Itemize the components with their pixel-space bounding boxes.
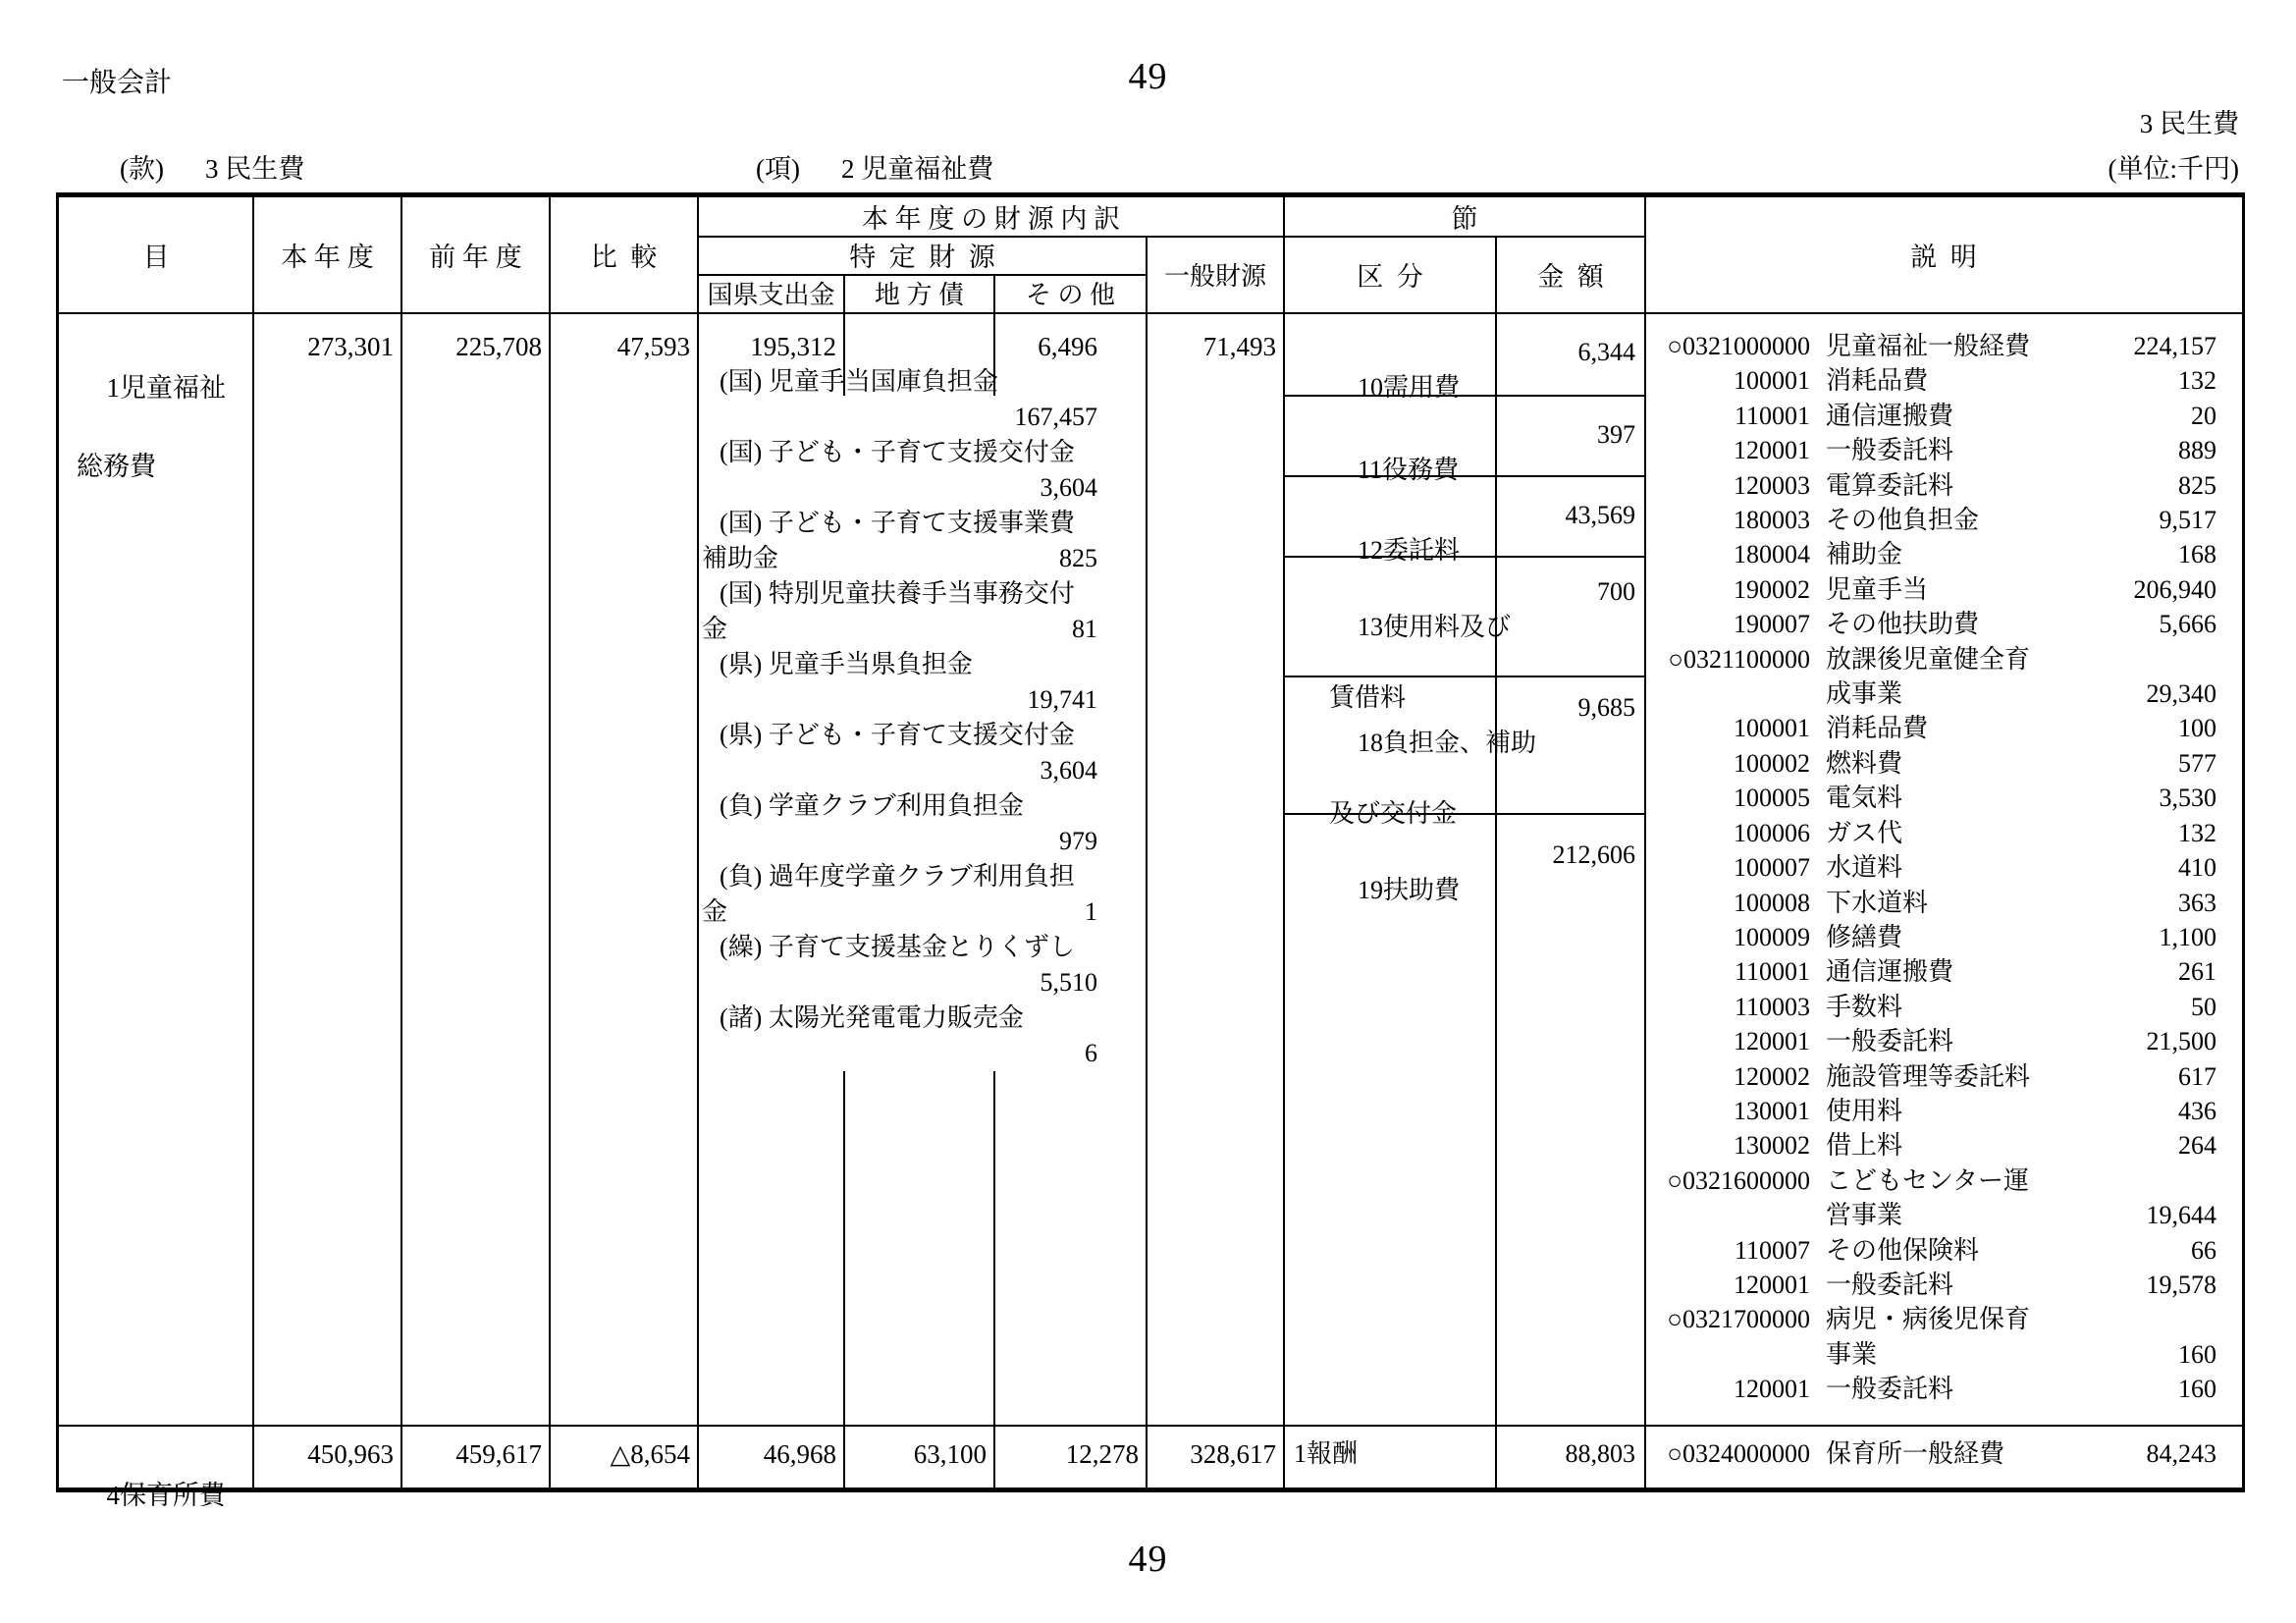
fund-detail-line: [698, 435, 1147, 470]
explanation-line: [1645, 746, 2242, 781]
fund-detail-amount: [1075, 506, 1147, 541]
explanation-name: 電算委託料: [1826, 470, 1954, 500]
explanation-line: [1645, 1233, 2242, 1268]
explanation-name: 一般委託料: [1826, 436, 1954, 465]
explanation-name: その他扶助費: [1826, 610, 1980, 639]
explanation-line: [1645, 468, 2242, 503]
explanation-line: [1645, 572, 2242, 607]
row2-explanation-name: 保育所一般経費: [1826, 1439, 2005, 1468]
explanation-line: [1645, 503, 2242, 537]
setsu-category-line1: 10需用費: [1358, 373, 1461, 402]
grid-line: [400, 197, 402, 1488]
explanation-name: その他保険料: [1826, 1235, 1980, 1265]
explanation-code: 180004: [1734, 540, 1810, 569]
explanation-amount: 261: [2178, 957, 2216, 987]
explanation-code: 100005: [1734, 784, 1810, 813]
fund-detail-amount: [1075, 718, 1147, 753]
explanation-code: 180003: [1734, 506, 1810, 535]
explanation-code: 190002: [1734, 574, 1810, 604]
row2-other: 12,278: [1065, 1439, 1139, 1469]
section-label-right: 3 民生費: [2139, 109, 2239, 138]
explanation-amount: 577: [2178, 748, 2216, 778]
explanation-code: 100006: [1734, 818, 1810, 847]
explanation-line: [1645, 329, 2242, 363]
explanation-name: 修繕費: [1826, 922, 1903, 951]
row2-item-line1: 4保育所費: [106, 1481, 226, 1510]
explanation-amount: 160: [2178, 1375, 2216, 1404]
explanation-code: ○0321100000: [1668, 644, 1810, 674]
grid-line: [549, 197, 551, 1488]
ko-line: [756, 147, 993, 186]
explanation-line: [1645, 990, 2242, 1024]
fund-detail-line: [698, 1001, 1147, 1036]
explanation-name: 電気料: [1826, 784, 1903, 813]
row2-national-prefectural: 46,968: [763, 1439, 836, 1469]
row1-item-cell: [67, 329, 245, 565]
explanation-name: 手数料: [1826, 992, 1903, 1021]
setsu-category-line2: 賃借料: [1329, 683, 1407, 712]
explanation-amount: 160: [2178, 1339, 2216, 1369]
fund-detail-line: [698, 965, 1147, 1001]
grid-line: [252, 197, 254, 1488]
explanation-line: [1645, 1128, 2242, 1163]
fund-detail-line: [698, 576, 1147, 612]
fund-detail-amount: 5,510: [1040, 968, 1097, 997]
fund-detail-line: [698, 930, 1147, 965]
col-header-funding-breakdown: 本 年 度 の 財 源 内 訳: [861, 204, 1121, 234]
row1-previous-year: 225,708: [455, 332, 542, 361]
fund-detail-amount: 19,741: [1027, 685, 1097, 714]
fund-detail-amount: 167,457: [1014, 403, 1097, 431]
explanation-code: ○0321000000: [1667, 332, 1810, 360]
explanation-amount: [2030, 1302, 2242, 1336]
explanation-code: 120001: [1734, 1027, 1810, 1056]
explanation-amount: 1,100: [2159, 922, 2216, 951]
explanation-amount: 168: [2178, 540, 2216, 569]
explanation-name: 通信運搬費: [1826, 957, 1954, 987]
explanation-code: [1645, 1337, 1810, 1372]
setsu-row: [1284, 477, 1645, 565]
fund-detail-amount: 81: [1072, 615, 1097, 643]
setsu-category-line1: 12委託料: [1358, 536, 1461, 565]
explanation-name: 通信運搬費: [1826, 401, 1954, 430]
fund-detail-line: [698, 859, 1147, 894]
row2-setsu-amount: 88,803: [1565, 1439, 1635, 1468]
explanation-name: 消耗品費: [1826, 714, 1929, 743]
explanation-code: ○0321600000: [1667, 1165, 1810, 1195]
fund-detail-text: 金: [702, 897, 728, 926]
setsu-category-line2: 及び交付金: [1329, 799, 1458, 828]
explanation-name: 一般委託料: [1826, 1375, 1954, 1404]
explanation-amount: 436: [2178, 1096, 2216, 1125]
unit-note: (単位:千円): [2108, 154, 2239, 184]
explanation-amount: 132: [2178, 818, 2216, 847]
explanation-amount: 21,500: [2146, 1027, 2216, 1056]
explanation-code: 130002: [1734, 1131, 1810, 1161]
setsu-row: [1284, 312, 1645, 402]
setsu-row: [1284, 815, 1645, 1425]
ko-value: 2 児童福祉費: [840, 154, 994, 184]
fund-detail-line: [698, 894, 1147, 930]
col-header-explanation: 説 明: [1910, 243, 1977, 272]
explanation-amount: 100: [2178, 714, 2216, 743]
setsu-row: [1284, 397, 1645, 484]
explanation-line: [1645, 1198, 2242, 1232]
account-type-label: 一般会計: [62, 68, 173, 98]
explanation-line: [1645, 433, 2242, 467]
explanation-amount: 50: [2191, 992, 2216, 1021]
row2-previous-year: 459,617: [455, 1439, 542, 1469]
col-header-previous-year: 前 年 度: [429, 243, 522, 272]
explanation-name: 借上料: [1826, 1131, 1903, 1161]
col-header-comparison: 比 較: [590, 243, 658, 272]
explanation-name: こどもセンター運: [1826, 1165, 2029, 1195]
explanation-line: [1645, 537, 2242, 571]
setsu-category-line1: 18負担金、補助: [1358, 729, 1537, 757]
explanation-name: 補助金: [1826, 540, 1903, 569]
explanation-line: [1645, 607, 2242, 641]
explanation-list: [1645, 329, 2242, 1407]
fund-detail-amount: 3,604: [1040, 756, 1097, 784]
explanation-code: [1645, 676, 1810, 711]
explanation-code: 110001: [1734, 957, 1810, 987]
explanation-amount: 224,157: [2133, 332, 2216, 360]
explanation-amount: 264: [2178, 1131, 2216, 1161]
explanation-amount: [2029, 1163, 2242, 1198]
explanation-line: [1645, 781, 2242, 815]
fund-detail-amount: 1: [1085, 897, 1097, 926]
explanation-name: 放課後児童健全育: [1826, 644, 2031, 674]
explanation-name: 事業: [1826, 1339, 1878, 1369]
fund-detail-text: 補助金: [702, 544, 779, 572]
setsu-amount: 397: [1597, 420, 1635, 449]
explanation-amount: 9,517: [2159, 506, 2216, 535]
setsu-amount: 700: [1597, 577, 1635, 606]
explanation-line: [1645, 1059, 2242, 1094]
fund-detail-amount: [1075, 859, 1147, 894]
fund-detail-line: [698, 682, 1147, 718]
explanation-line: [1645, 816, 2242, 850]
fund-detail-amount: [1075, 576, 1147, 612]
setsu-category: [1294, 838, 1496, 1014]
fund-detail-text: (諸) 太陽光発電電力販売金: [720, 1003, 1024, 1032]
setsu-amount: 6,344: [1577, 338, 1635, 366]
fund-detail-line: [698, 1036, 1147, 1071]
setsu-category-line1: 11役務費: [1358, 456, 1460, 484]
col-header-specific-funds: 特 定 財 源: [849, 243, 995, 272]
fund-detail-amount: [1075, 435, 1147, 470]
explanation-line: [1645, 1024, 2242, 1058]
explanation-line: [1645, 1094, 2242, 1128]
fund-detail-line: [698, 788, 1147, 824]
fund-detail-line: [698, 718, 1147, 753]
explanation-name: 消耗品費: [1826, 366, 1929, 396]
explanation-line: [1645, 399, 2242, 433]
fund-detail-amount: [1075, 930, 1147, 965]
explanation-amount: 3,530: [2159, 784, 2216, 813]
explanation-line: [1645, 954, 2242, 989]
page-number-bottom: 49: [1128, 1539, 1168, 1580]
fund-detail-line: [698, 400, 1147, 435]
setsu-row: [1284, 677, 1645, 828]
fund-detail-text: (繰) 子育て支援基金とりくずし: [720, 933, 1075, 961]
fund-detail-amount: [1024, 788, 1147, 824]
kan-line: [120, 147, 304, 186]
row1-current-year: 273,301: [307, 332, 394, 361]
grid-line: [59, 312, 2242, 314]
explanation-amount: 29,340: [2146, 679, 2216, 709]
fund-detail-text: (国) 子ども・子育て支援事業費: [720, 509, 1075, 537]
col-header-amount: 金 額: [1537, 261, 1604, 292]
fund-detail-line: [698, 824, 1147, 859]
explanation-amount: 617: [2178, 1061, 2216, 1091]
explanation-line: [1645, 1337, 2242, 1372]
fund-detail-text: (県) 子ども・子育て支援交付金: [720, 721, 1075, 749]
ko-label: (項): [756, 154, 800, 184]
explanation-name: 病児・病後児保育: [1826, 1305, 2031, 1334]
explanation-code: 120001: [1734, 436, 1810, 465]
row2-comparison: △8,654: [610, 1439, 690, 1469]
explanation-amount: 20: [2191, 401, 2216, 430]
explanation-line: [1645, 1268, 2242, 1302]
explanation-line: [1645, 850, 2242, 885]
explanation-name: 一般委託料: [1826, 1027, 1954, 1056]
row2-explanation-code: ○0324000000: [1667, 1439, 1810, 1468]
fund-detail-line: [698, 612, 1147, 647]
explanation-name: 水道料: [1826, 853, 1903, 883]
fund-detail-line: [698, 364, 1147, 400]
col-header-category: 区 分: [1357, 261, 1423, 292]
explanation-amount: 5,666: [2159, 610, 2216, 639]
explanation-line: [1645, 1302, 2242, 1336]
fund-detail-line: [698, 470, 1147, 506]
fund-detail-amount: 3,604: [1040, 473, 1097, 502]
row1-general-funds: 71,493: [1202, 332, 1276, 361]
explanation-code: 120003: [1734, 470, 1810, 500]
fund-detail-line: [698, 753, 1147, 788]
row1-item-line2: 総務費: [77, 452, 156, 481]
explanation-code: 100001: [1734, 366, 1810, 396]
col-header-general-funds: 一般財源: [1163, 261, 1266, 291]
explanation-amount: 206,940: [2133, 574, 2216, 604]
explanation-code: 190007: [1734, 610, 1810, 639]
row1-item-line1: 1児童福祉: [106, 373, 226, 403]
fund-detail-text: (負) 学童クラブ利用負担金: [720, 791, 1024, 820]
explanation-code: 100008: [1734, 888, 1810, 917]
fund-detail-amount: 979: [1059, 827, 1097, 855]
col-header-setsu: 節: [1451, 204, 1478, 234]
explanation-code: ○0321700000: [1667, 1305, 1810, 1334]
col-header-item: 目: [142, 243, 170, 272]
explanation-line: [1645, 363, 2242, 398]
row2-explanation-line: [1645, 1436, 2242, 1472]
explanation-name: 施設管理等委託料: [1826, 1061, 2031, 1091]
explanation-code: 130001: [1734, 1096, 1810, 1125]
explanation-line: [1645, 886, 2242, 920]
explanation-amount: 889: [2178, 436, 2216, 465]
fund-detail-amount: [998, 364, 1147, 400]
explanation-code: 100001: [1734, 714, 1810, 743]
explanation-name: ガス代: [1826, 818, 1903, 847]
explanation-code: 110007: [1734, 1235, 1810, 1265]
explanation-amount: 19,644: [2146, 1201, 2216, 1230]
explanation-code: [1645, 1198, 1810, 1232]
fund-detail-line: [698, 541, 1147, 576]
explanation-amount: 363: [2178, 888, 2216, 917]
setsu-amount: 43,569: [1565, 501, 1635, 529]
setsu-category-line1: 13使用料及び: [1358, 613, 1512, 641]
explanation-line: [1645, 642, 2242, 676]
explanation-name: 営事業: [1826, 1201, 1903, 1230]
col-header-other: そ の 他: [1025, 281, 1115, 309]
row2-local-bonds: 63,100: [913, 1439, 987, 1469]
page-number-top: 49: [1128, 56, 1168, 97]
fund-detail-text: 金: [702, 615, 728, 643]
explanation-code: 110003: [1734, 992, 1810, 1021]
setsu-list: [1284, 197, 1645, 1488]
explanation-name: 下水道料: [1826, 888, 1929, 917]
fund-detail-text: (県) 児童手当県負担金: [720, 650, 973, 678]
explanation-line: [1645, 1372, 2242, 1406]
row2-explanation-amount: 84,243: [2146, 1439, 2216, 1468]
kan-label: (款): [120, 154, 164, 184]
fund-detail-list: [698, 364, 1147, 1071]
explanation-code: 120001: [1734, 1270, 1810, 1299]
col-header-national-prefectural: 国県支出金: [707, 281, 835, 309]
row2-general-funds: 328,617: [1190, 1439, 1276, 1469]
fund-detail-line: [698, 506, 1147, 541]
row2-item-cell: [67, 1436, 245, 1554]
row2-setsu-category: 1報酬: [1294, 1439, 1359, 1468]
explanation-amount: [2030, 642, 2242, 676]
explanation-name: 児童手当: [1826, 574, 1929, 604]
fund-detail-amount: [973, 647, 1147, 682]
explanation-code: 100009: [1734, 922, 1810, 951]
row1-other: 6,496: [1038, 332, 1097, 361]
setsu-category-line1: 19扶助費: [1358, 876, 1461, 904]
explanation-name: 一般委託料: [1826, 1270, 1954, 1299]
explanation-code: 120001: [1734, 1375, 1810, 1404]
explanation-name: 児童福祉一般経費: [1826, 332, 2031, 360]
explanation-code: 110001: [1734, 401, 1810, 430]
explanation-code: 100007: [1734, 853, 1810, 883]
setsu-amount: 212,606: [1552, 840, 1635, 869]
row1-comparison: 47,593: [616, 332, 690, 361]
explanation-line: [1645, 711, 2242, 745]
row2-current-year: 450,963: [307, 1439, 394, 1469]
fund-detail-amount: 6: [1085, 1039, 1097, 1067]
explanation-amount: 825: [2178, 470, 2216, 500]
fund-detail-text: (負) 過年度学童クラブ利用負担: [720, 862, 1075, 891]
fund-detail-amount: 825: [1059, 544, 1097, 572]
explanation-code: 100002: [1734, 748, 1810, 778]
explanation-line: [1645, 920, 2242, 954]
grid-line: [59, 1425, 2242, 1427]
explanation-amount: 66: [2191, 1235, 2216, 1265]
fund-detail-amount: [1024, 1001, 1147, 1036]
row1-national-prefectural: 195,312: [750, 332, 836, 361]
explanation-amount: 410: [2178, 853, 2216, 883]
explanation-name: 燃料費: [1826, 748, 1903, 778]
col-header-current-year: 本 年 度: [281, 243, 374, 272]
explanation-amount: 19,578: [2146, 1270, 2216, 1299]
explanation-name: その他負担金: [1826, 506, 1980, 535]
fund-detail-text: (国) 特別児童扶養手当事務交付: [720, 579, 1075, 608]
explanation-line: [1645, 1163, 2242, 1198]
fund-detail-text: (国) 子ども・子育て支援交付金: [720, 438, 1075, 466]
explanation-name: 使用料: [1826, 1096, 1903, 1125]
explanation-code: 120002: [1734, 1061, 1810, 1091]
setsu-amount: 9,685: [1577, 693, 1635, 722]
budget-table: [56, 192, 2245, 1510]
col-header-local-bonds: 地 方 債: [874, 281, 964, 309]
kan-value: 3 民生費: [204, 154, 305, 184]
fund-detail-text: (国) 児童手当国庫負担金: [720, 367, 998, 396]
explanation-line: [1645, 676, 2242, 711]
fund-detail-line: [698, 647, 1147, 682]
explanation-name: 成事業: [1826, 679, 1903, 709]
explanation-amount: 132: [2178, 366, 2216, 396]
